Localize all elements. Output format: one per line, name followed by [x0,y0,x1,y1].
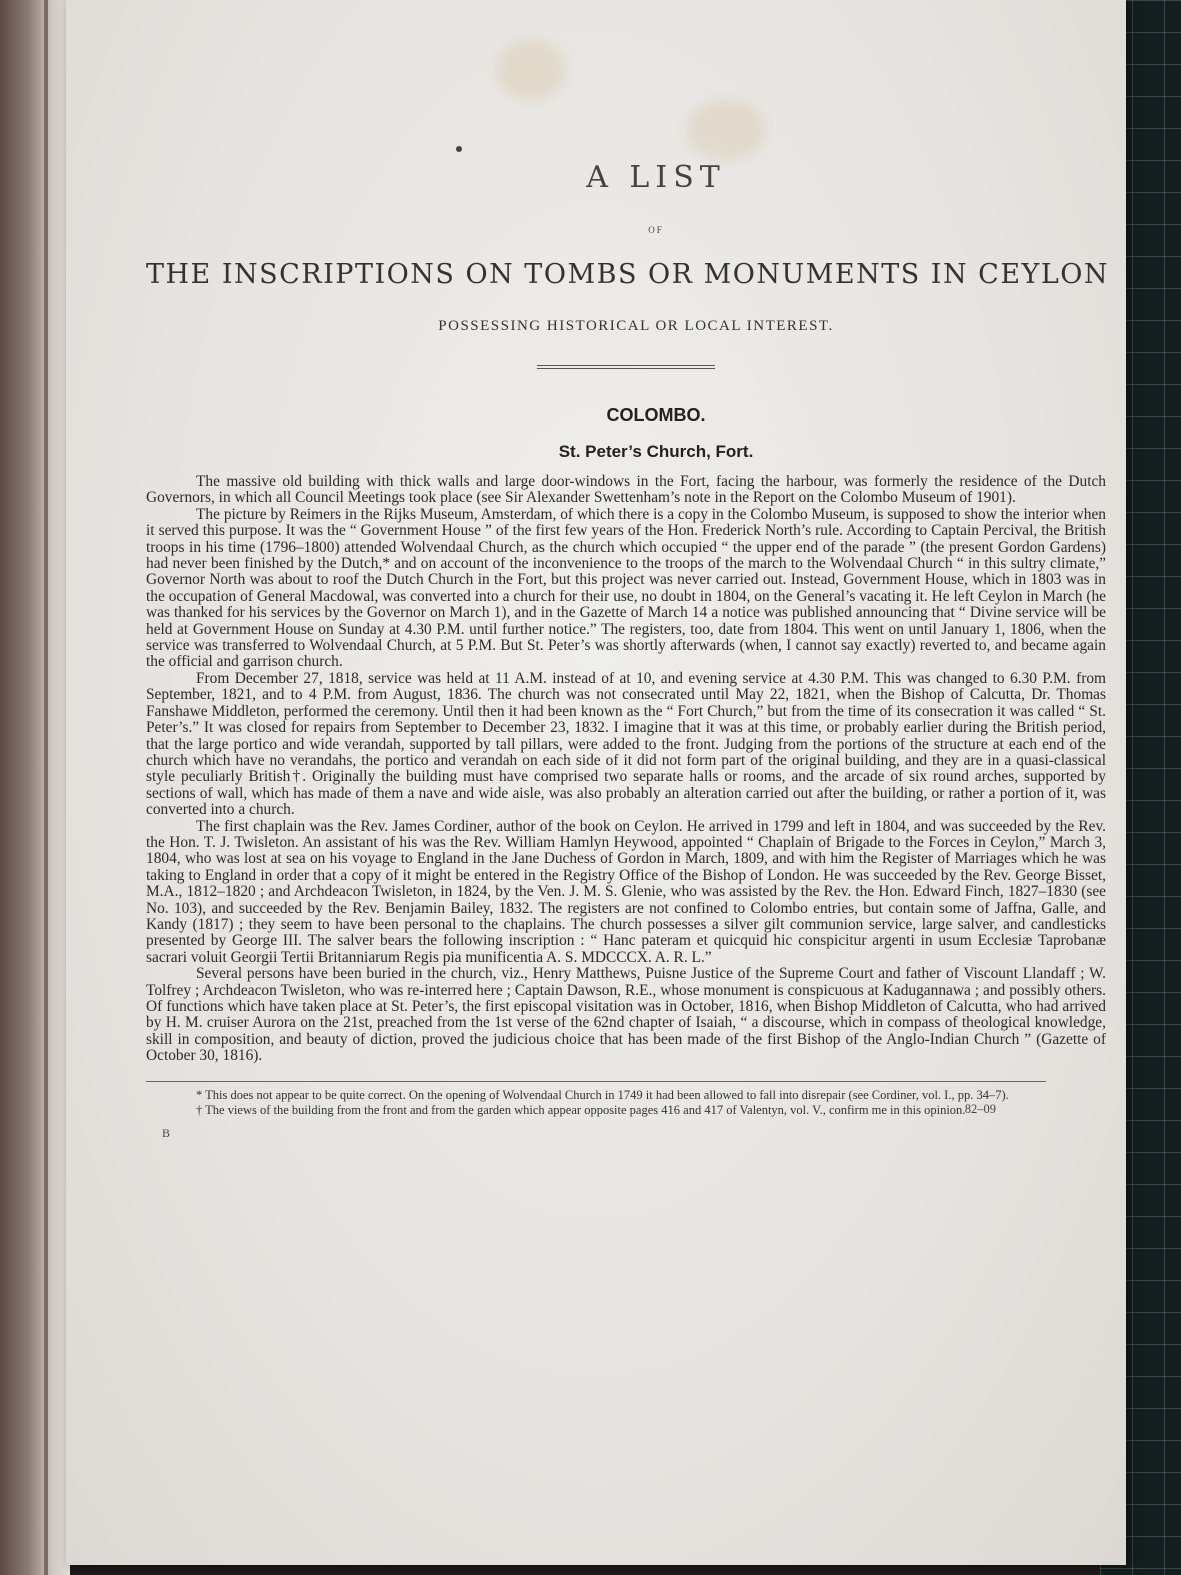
ink-spot [456,146,462,152]
book-page [66,0,1126,1565]
book-gutter [0,0,70,1575]
footnote: * This does not appear to be quite correct. On the opening of Wolvendaal Church in 1749 it had been allowed to fall into disrepair (see Cordiner, vol. I., pp. 34–7). [196,1087,1009,1102]
subsection-heading: St. Peter’s Church, Fort. [558,442,754,461]
footnote-divider [146,1081,1046,1082]
paragraph: Several persons have been buried in the church, viz., Henry Matthews, Puisne Justice of the Supreme Court and father of Viscount Llandaff ; W. Tolfrey ; Archdeacon Twisleton, who was re-interred here ; Captain Dawson, R.E., whose monument is conspicuous at Kadugannawa ; and possibly others. Of functions which have taken place at St. Peter’s, the first episcopal visitation was in October, 1816, when Bishop Middleton of Calcutta, who had arrived by H. M. cruiser Aurora on the 21st, preached from the 1st verse of the 62nd chapter of Isaiah, “ a discourse, which in compass of theological knowledge, skill in composition, and beauty of diction, proved the judicious choice that has been made of the first Bishop of the Anglo-Indian Church ” (Gazette of October 30, 1816). [146,965,1106,1065]
body-text [146,474,1106,1065]
footnotes [146,1088,1106,1118]
page-subtitle: THE INSCRIPTIONS ON TOMBS OR MONUMENTS IN CEYLON [146,259,1110,290]
section-heading: COLOMBO. [606,405,706,425]
page-title: A LIST [586,160,726,195]
page-stain [686,100,766,160]
paragraph: The massive old building with thick walls and large door-windows in the Fort, facing the harbour, was formerly the residence of the Dutch Governors, in which all Council Meetings took place (see Sir Alexander Swettenham’s note in the Report on the Colombo Museum of 1901). [146,473,1106,507]
print-code: 82–09 [964,1101,996,1116]
signature-mark: B [162,1125,171,1140]
page-subtitle-2: POSSESSING HISTORICAL OR LOCAL INTEREST. [438,318,834,334]
title-connector: OF [648,225,664,235]
paragraph: The first chaplain was the Rev. James Cordiner, author of the book on Ceylon. He arrived in 1799 and left in 1804, and was succeeded by the Rev. the Hon. T. J. Twisleton. An assistant of his was the Rev. William Hamlyn Heywood, appointed “ Chaplain of Brigade to the Forces in Ceylon,” March 3, 1804, who was lost at sea on his voyage to England in the Jane Duchess of Gordon in March, 1809, and with him the Register of Marriages which he was taking to England in order that a copy of it might be entered in the Registry Office of the Bishop of London. He was succeeded by the Rev. George Bisset, M.A., 1812–1820 ; and Archdeacon Twisleton, in 1824, by the Ven. J. M. S. Glenie, who was assisted by the Rev. the Hon. Edward Finch, 1827–1830 (see No. 103), and succeeded by the Rev. Benjamin Bailey, 1832. The registers are not confined to Colombo entries, but contain some of Jaffna, Galle, and Kandy (1817) ; they seem to have been personal to the chaplains. The church possesses a silver gilt communion service, large salver, and candlesticks presented by George III. The salver bears the following inscription : “ Hanc pateram et quicquid hic conspicitur argenti in usum Ecclesiæ Taprobanæ sacrari voluit Georgii Tertii Britanniarum Regis pia munificentia A. S. MDCCCX. A. R. L.” [146,817,1106,966]
title-divider [537,365,715,369]
paragraph: The picture by Reimers in the Rijks Museum, Amsterdam, of which there is a copy in the Colombo Museum, is supposed to show the interior when it served this purpose. It was the “ Government House ” of the first few years of the Hon. Frederick North’s rule. According to Captain Percival, the British troops in his time (1796–1800) attended Wolvendaal Church, as the church which occupied “ the upper end of the parade ” (the present Gordon Gardens) had never been finished by the Dutch,* and on account of the inconvenience to the troops of the march to the Wolvendaal Church “ in this sultry climate,” Governor North was about to roof the Dutch Church in the Fort, but this project was never carried out. Instead, Government House, which in 1803 was in the occupation of General Macdowal, was converted into a church for their use, no doubt in 1804, on the General’s vacating it. He left Ceylon in March (he was thanked for his services by the Governor on March 1), and in the Gazette of March 14 a notice was published announcing that “ Divine service will be held at Government House on Sunday at 4.30 P.M. until further notice.” The registers, too, date from 1804. This went on until January 1, 1806, when the service was transferred to Wolvendaal Church, at 5 P.M. But St. Peter’s was shortly afterwards (when, I cannot say exactly) reverted to, and became again the official and garrison church. [146,505,1106,671]
paragraph: From December 27, 1818, service was held at 11 A.M. instead of at 10, and evening service at 4.30 P.M. This was changed to 6.30 P.M. from September, 1821, and to 4 P.M. from August, 1836. The church was not consecrated until May 22, 1821, when the Bishop of Calcutta, Dr. Thomas Fanshawe Middleton, performed the ceremony. Until then it had been known as the “ Fort Church,” but from the time of its consecration it was called “ St. Peter’s.” It was closed for repairs from September to December 23, 1832. I imagine that it was at this time, or probably earlier during the British period, that the large portico and wide verandah, supported by tall pillars, were added to the front. Judging from the portions of the structure at each end of the church which have no verandahs, the portico and verandah on each side of it did not form part of the original building, and they are in a quasi-classical style peculiarly British†. Originally the building must have comprised two separate halls or rooms, and the arcade of six round arches, supported by sections of wall, which has made of them a nave and wide aisle, was also probably an alteration carried out after the building, or rather a portion of it, was converted into a church. [146,669,1106,819]
page-content [146,160,1110,1146]
page-stain [496,40,566,100]
footnote: † The views of the building from the front and from the garden which appear opposite pages 416 and 417 of Valentyn, vol. V., confirm me in this opinion. [196,1102,966,1117]
